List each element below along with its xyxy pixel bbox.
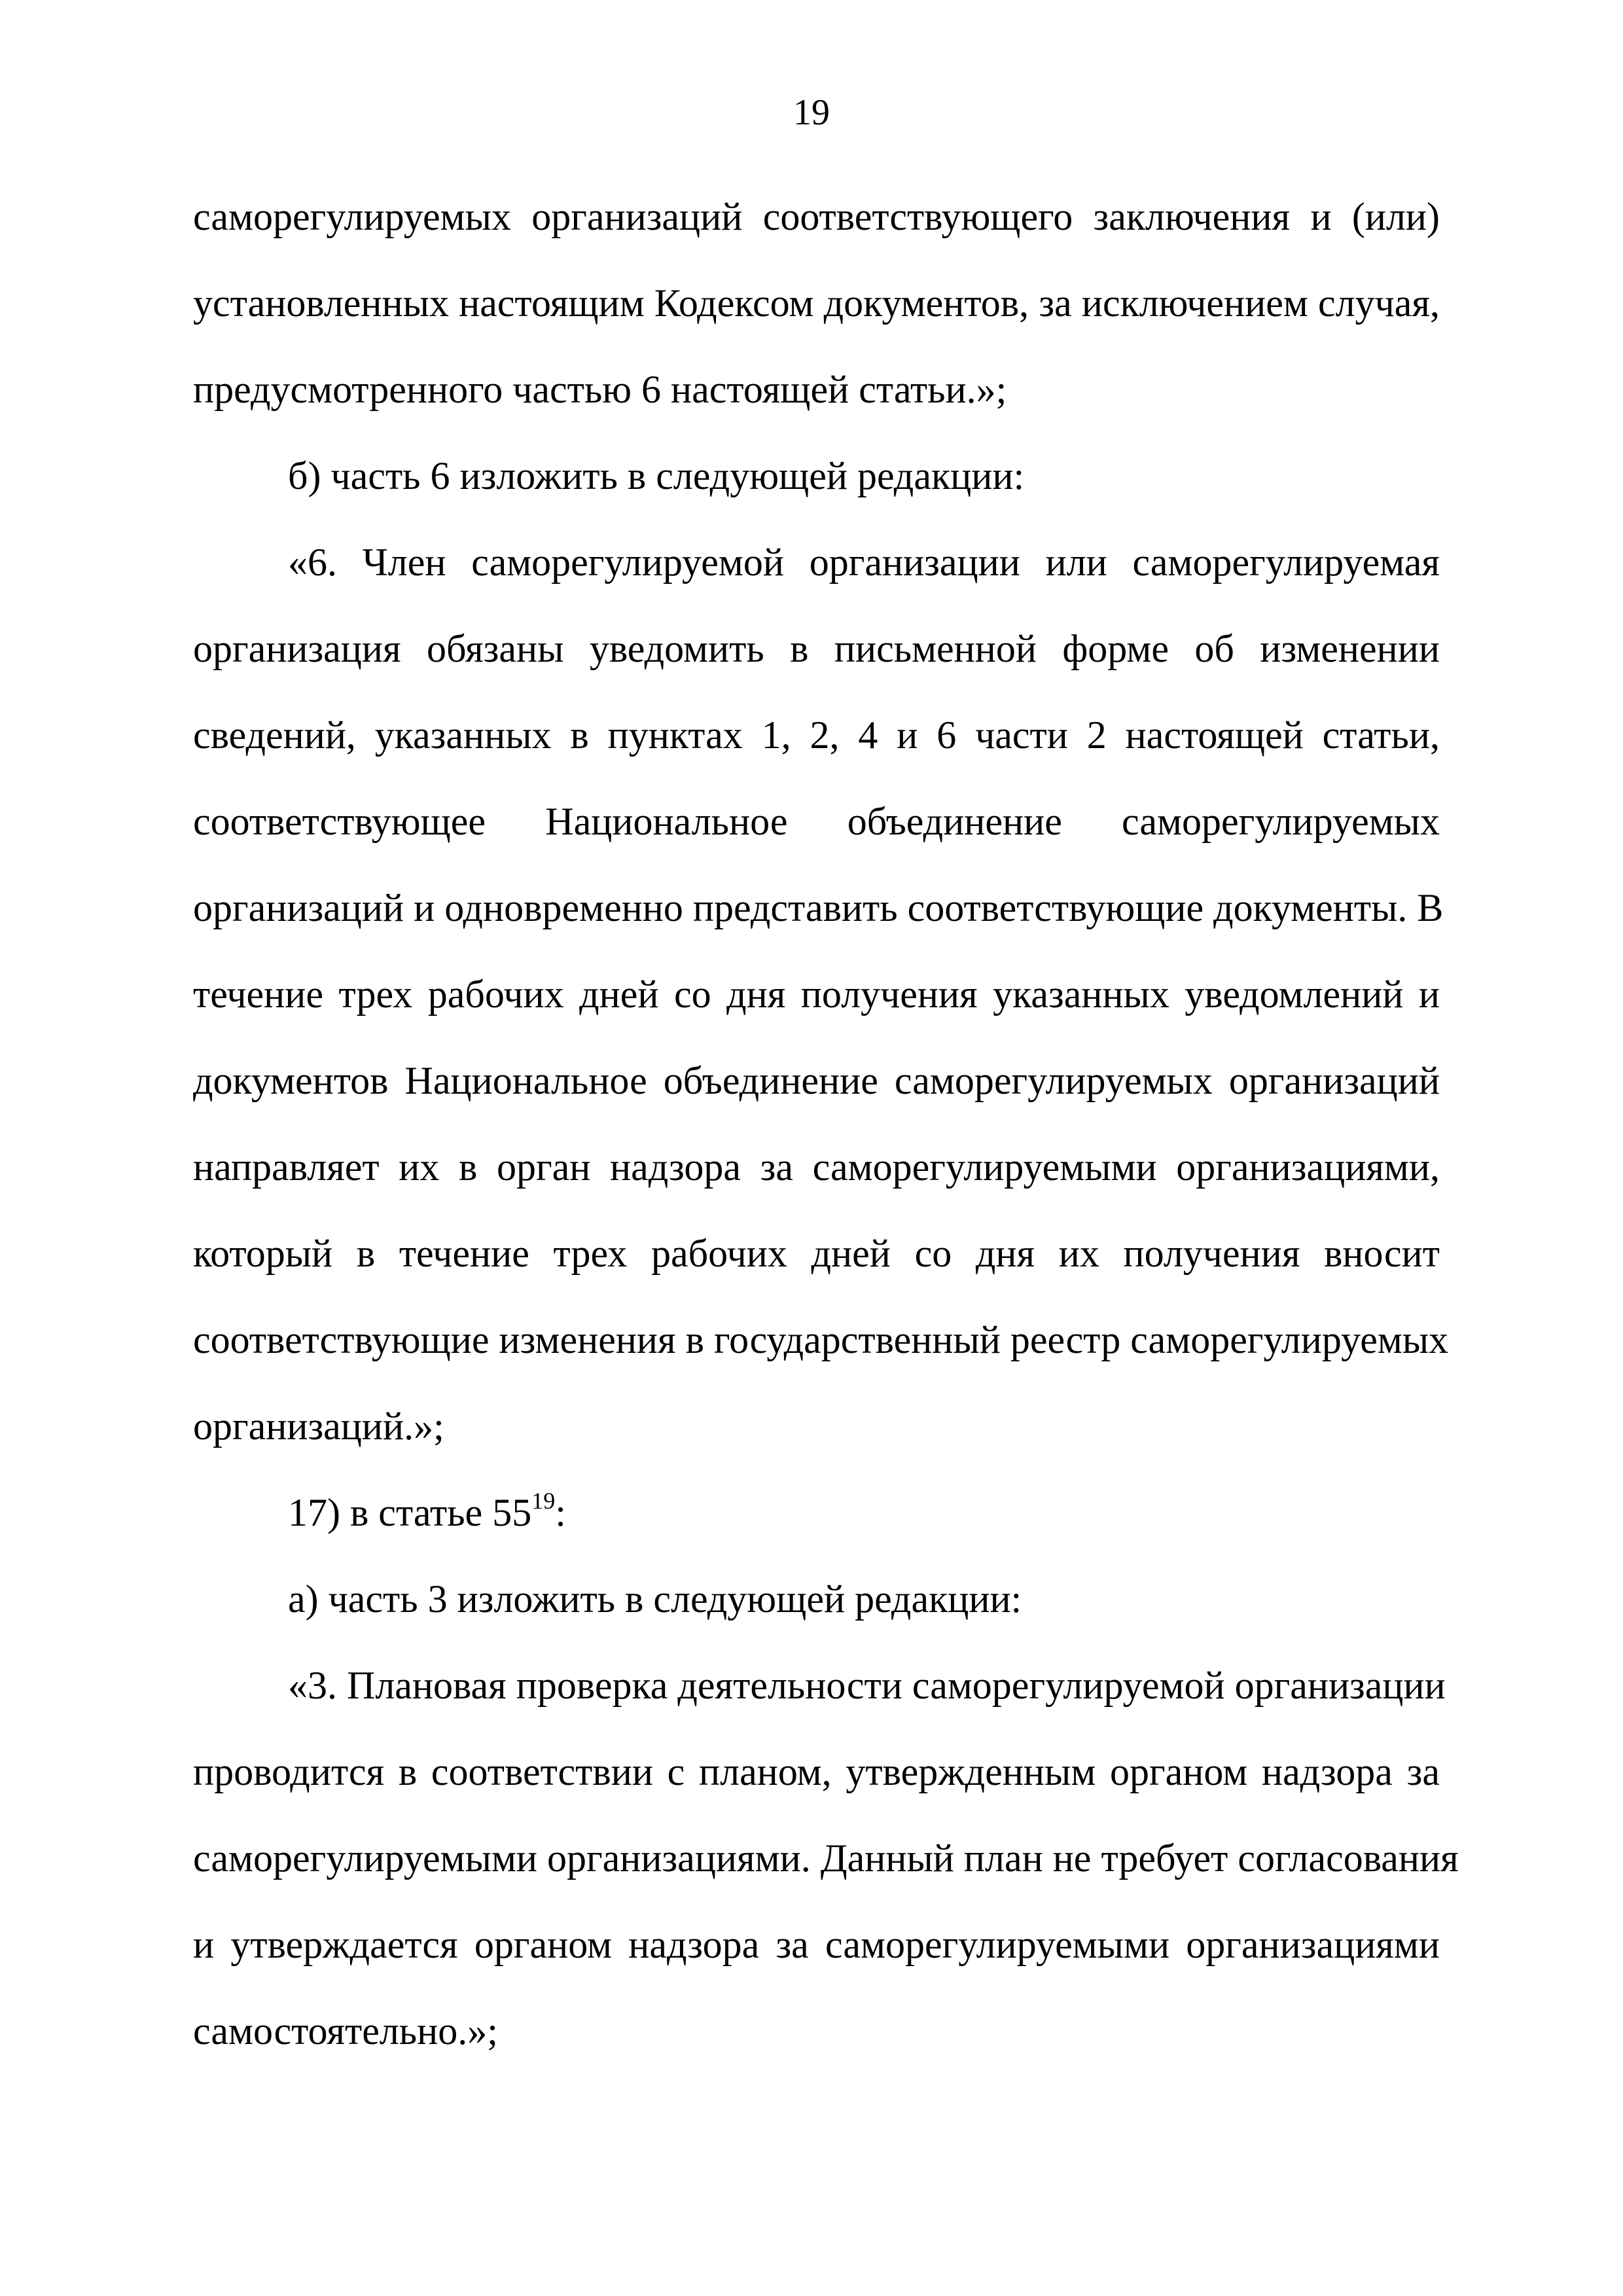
text-line: сведений, указанных в пунктах 1, 2, 4 и 6 части 2 настоящей статьи,	[193, 713, 1440, 757]
text-line: который в течение трех рабочих дней со дня их получения вносит	[193, 1232, 1440, 1275]
text-line: б) часть 6 изложить в следующей редакции:	[288, 454, 1025, 497]
text-line: «3. Плановая проверка деятельности саморегулируемой организации	[288, 1664, 1446, 1707]
text-line: «6. Член саморегулируемой организации или саморегулируемая	[288, 541, 1440, 584]
text-line: а) часть 3 изложить в следующей редакции:	[288, 1577, 1022, 1621]
text-line: течение трех рабочих дней со дня получения указанных уведомлений и	[193, 973, 1440, 1016]
text-line: саморегулируемыми организациями. Данный план не требует согласования	[193, 1837, 1459, 1880]
text-line: документов Национальное объединение саморегулируемых организаций	[193, 1059, 1440, 1102]
text-line: проводится в соответствии с планом, утвержденным органом надзора за	[193, 1750, 1440, 1793]
text-line: организаций и одновременно представить соответствующие документы. В	[193, 886, 1444, 929]
item-17-heading	[288, 1483, 1440, 1542]
page-number: 19	[793, 92, 830, 133]
text-line: и утверждается органом надзора за саморегулируемыми организациями	[193, 1923, 1440, 1966]
text-line: установленных настоящим Кодексом документов, за исключением случая,	[193, 281, 1440, 325]
text-line: предусмотренного частью 6 настоящей статьи.»;	[193, 368, 1007, 411]
text-line: соответствующее Национальное объединение саморегулируемых	[193, 800, 1440, 843]
text-line: соответствующие изменения в государственный реестр саморегулируемых	[193, 1318, 1449, 1361]
item-17-superscript: 19	[531, 1488, 556, 1514]
text-line: организация обязаны уведомить в письменной форме об изменении	[193, 627, 1440, 670]
item-17-suffix: :	[555, 1491, 566, 1534]
text-line: саморегулируемых организаций соответствующего заключения и (или)	[193, 195, 1440, 238]
item-17-prefix: 17) в статье 55	[288, 1491, 532, 1534]
text-line: самостоятельно.»;	[193, 2009, 498, 2053]
text-line: организаций.»;	[193, 1405, 444, 1448]
text-line: направляет их в орган надзора за саморегулируемыми организациями,	[193, 1145, 1440, 1189]
